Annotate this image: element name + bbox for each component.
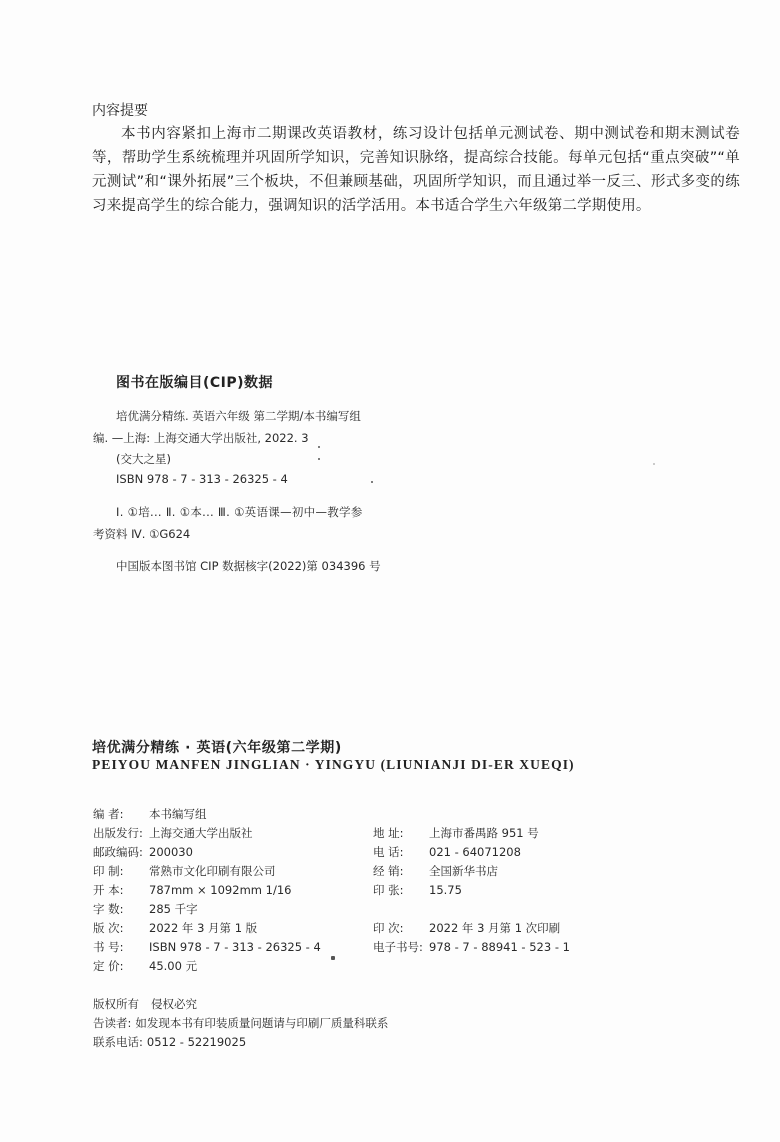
info-value: 021 - 64071208 [429, 845, 521, 859]
scan-speck [318, 458, 320, 460]
info-postcode [93, 844, 193, 860]
info-label: 经 销: [373, 864, 404, 878]
info-value: ISBN 978 - 7 - 313 - 26325 - 4 [149, 940, 321, 954]
info-label: 印 张: [373, 883, 404, 897]
info-copyright [93, 996, 197, 1012]
info-isbn [93, 939, 321, 955]
info-ebook [373, 939, 570, 955]
cip-title: 图书在版编目(CIP)数据 [116, 375, 274, 391]
info-label: 开 本: [93, 883, 124, 897]
info-printer [93, 863, 276, 879]
info-value: 285 千字 [149, 902, 198, 916]
info-label: 印 次: [373, 921, 404, 935]
info-phone [373, 844, 521, 860]
info-label: 字 数: [93, 902, 124, 916]
book-title-chinese: 培优满分精练 · 英语(六年级第二学期) [92, 740, 342, 756]
info-value: 45.00 元 [149, 959, 198, 973]
cip-classification-cont: 考资料 Ⅳ. ①G624 [93, 527, 191, 541]
info-publisher [93, 825, 253, 841]
info-value: 本书编写组 [149, 807, 207, 821]
info-label: 书 号: [93, 940, 124, 954]
info-label: 电 话: [373, 845, 404, 859]
info-author [93, 806, 207, 822]
info-label: 电子书号: [373, 940, 423, 954]
info-value: 2022 年 3 月第 1 次印刷 [429, 921, 561, 935]
info-label: 编 者: [93, 807, 124, 821]
cip-line: 培优满分精练. 英语六年级 第二学期/本书编写组 [116, 409, 361, 423]
info-value: 上海交通大学出版社 [149, 826, 253, 840]
info-contact [93, 1034, 246, 1050]
summary-paragraph: 本书内容紧扣上海市二期课改英语教材，练习设计包括单元测试卷、期中测试卷和期末测试卷等，帮助学生系统梳理并巩固所学知识，完善知识脉络，提高综合技能。每单元包括“重点突破”“单元测试”和“课外拓展”三个板块，不但兼顾基础，巩固所学知识，而且通过举一反三、形式多变的练习来提高学生的综合能力，强调知识的活学活用。本书适合学生六年级第二学期使用。 [92, 126, 740, 214]
cip-line: 编. —上海: 上海交通大学出版社, 2022. 3 [93, 431, 309, 445]
scan-speck [653, 463, 655, 465]
info-value: 侵权必究 [151, 997, 197, 1011]
info-format [93, 882, 291, 898]
info-sheets [373, 882, 462, 898]
info-label: 邮政编码: [93, 845, 143, 859]
info-label: 联系电话: [93, 1035, 143, 1049]
scan-speck [371, 481, 373, 483]
info-value: 常熟市文化印刷有限公司 [149, 864, 276, 878]
cip-classification: Ⅰ. ①培... Ⅱ. ①本... Ⅲ. ①英语课—初中—教学参 [116, 505, 363, 519]
info-address [373, 825, 539, 841]
info-edition [93, 920, 257, 936]
summary-title: 内容提要 [92, 103, 148, 119]
info-label: 地 址: [373, 826, 404, 840]
info-distributor [373, 863, 498, 879]
book-title-pinyin: PEIYOU MANFEN JINGLIAN · YINGYU (LIUNIANJI DI-ER XUEQI) [92, 757, 575, 772]
info-price [93, 958, 197, 974]
info-label: 版权所有 [93, 997, 139, 1011]
info-label: 告读者: [93, 1016, 132, 1030]
info-value: 15.75 [429, 883, 462, 897]
info-value: 978 - 7 - 88941 - 523 - 1 [429, 940, 570, 954]
cip-isbn: ISBN 978 - 7 - 313 - 26325 - 4 [116, 472, 288, 486]
info-value: 200030 [149, 845, 193, 859]
scan-speck [318, 446, 320, 448]
cip-record-number: 中国版本图书馆 CIP 数据核字(2022)第 034396 号 [116, 559, 381, 573]
info-words [93, 901, 198, 917]
info-notice [93, 1015, 388, 1031]
info-label: 版 次: [93, 921, 124, 935]
scan-speck [331, 956, 335, 960]
info-value: 全国新华书店 [429, 864, 498, 878]
info-value: 如发现本书有印装质量问题请与印刷厂质量科联系 [135, 1016, 389, 1030]
info-value: 0512 - 52219025 [146, 1035, 247, 1049]
info-label: 定 价: [93, 959, 124, 973]
info-value: 2022 年 3 月第 1 版 [149, 921, 258, 935]
info-printing [373, 920, 560, 936]
info-value: 上海市番禺路 951 号 [429, 826, 539, 840]
cip-line: (交大之星) [116, 452, 171, 466]
info-label: 印 制: [93, 864, 124, 878]
info-label: 出版发行: [93, 826, 143, 840]
info-value: 787mm × 1092mm 1/16 [149, 883, 292, 897]
